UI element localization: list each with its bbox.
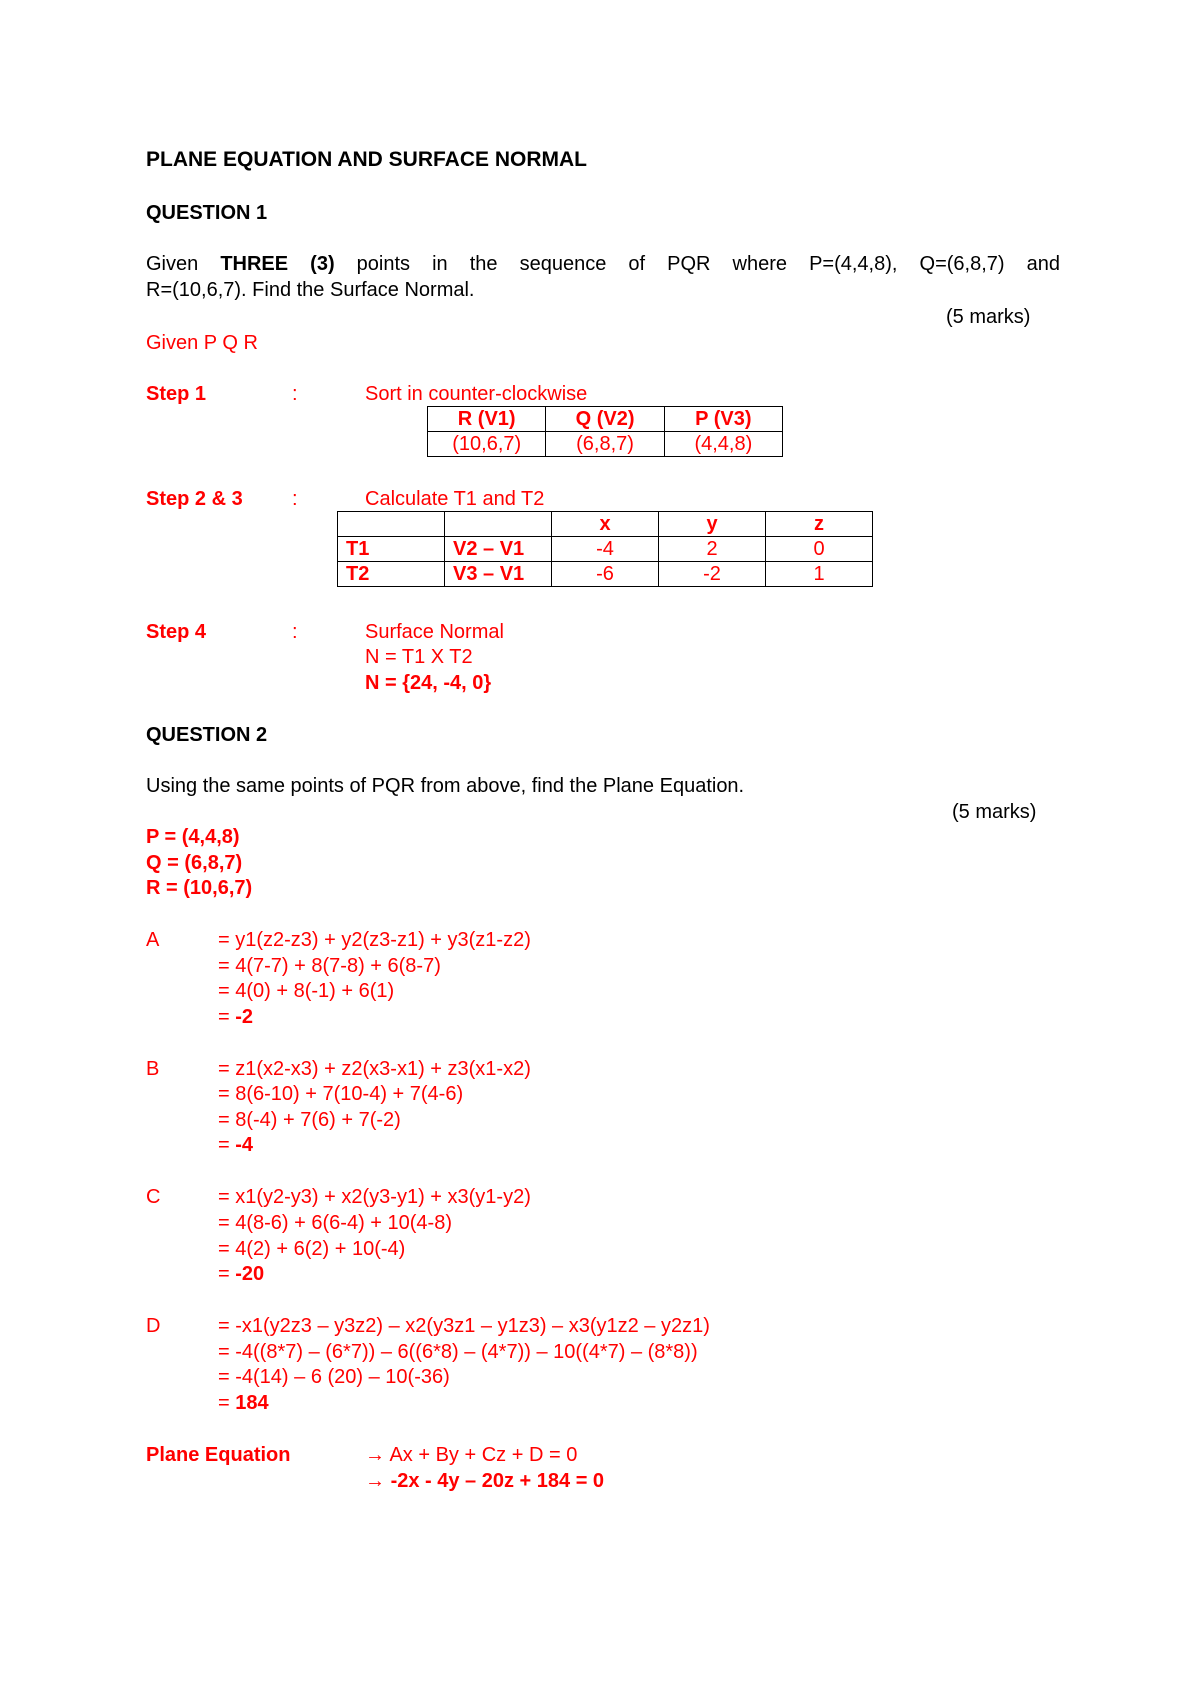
- table-cell: (6,8,7): [546, 432, 664, 457]
- coef-c-label: C: [146, 1186, 161, 1208]
- step-1-desc: Sort in counter-clockwise: [365, 383, 588, 405]
- coef-b-line: = 8(6-10) + 7(10-4) + 7(4-6): [218, 1083, 464, 1105]
- question-1-text-line-2: R=(10,6,7). Find the Surface Normal.: [146, 279, 475, 301]
- step-2-3-desc: Calculate T1 and T2: [365, 488, 545, 510]
- point-q: Q = (6,8,7): [146, 852, 243, 874]
- coef-d-value: 184: [235, 1392, 269, 1414]
- table-header-cell: Q (V2): [546, 407, 664, 432]
- coef-c-value: -20: [235, 1263, 265, 1285]
- answer-form: -2x - 4y – 20z + 184 = 0: [390, 1470, 605, 1492]
- table-cell: 1: [766, 562, 873, 587]
- coef-a-result: [218, 1004, 253, 1030]
- table-cell: (4,4,8): [664, 432, 782, 457]
- q1-line1-post: points in the sequence of PQR where P=(4,4,8), Q=(6,8,7) and: [334, 253, 1060, 275]
- right-arrow-icon: →: [365, 1444, 385, 1466]
- question-1-marks: (5 marks): [946, 306, 1031, 328]
- t1-t2-table: [337, 511, 873, 587]
- table-cell: V3 – V1: [445, 562, 552, 587]
- q1-line1-bold: THREE (3): [220, 253, 335, 275]
- surface-normal-formula: N = T1 X T2: [365, 646, 473, 668]
- table-row: [338, 512, 873, 537]
- q1-line1-pre: Given: [146, 253, 221, 275]
- table-header-cell: x: [552, 512, 659, 537]
- table-row: [338, 562, 873, 587]
- coef-c-line: = x1(y2-y3) + x2(y3-y1) + x3(y1-y2): [218, 1186, 531, 1208]
- coef-b-value: -4: [235, 1134, 254, 1156]
- step-4-label: Step 4: [146, 621, 207, 643]
- table-header-cell: z: [766, 512, 873, 537]
- coef-b-result: [218, 1132, 253, 1158]
- table-cell: 0: [766, 537, 873, 562]
- table-cell: T2: [338, 562, 445, 587]
- table-cell: T1: [338, 537, 445, 562]
- page-title: PLANE EQUATION AND SURFACE NORMAL: [146, 148, 587, 171]
- plane-equation-answer: [365, 1468, 604, 1494]
- coef-a-label: A: [146, 929, 160, 951]
- table-cell: (10,6,7): [428, 432, 546, 457]
- coef-c-line: = 4(2) + 6(2) + 10(-4): [218, 1238, 406, 1260]
- step-1-colon: :: [292, 383, 298, 405]
- table-cell: -6: [552, 562, 659, 587]
- question-2-heading: QUESTION 2: [146, 724, 268, 746]
- table-header-cell: R (V1): [428, 407, 546, 432]
- step-4-colon: :: [292, 621, 298, 643]
- coef-d-label: D: [146, 1315, 161, 1337]
- coef-d-line: = -x1(y2z3 – y3z2) – x2(y3z1 – y1z3) – x3(y1z2 – y2z1): [218, 1315, 710, 1337]
- surface-normal-result: N = {24, -4, 0}: [365, 672, 492, 694]
- question-2-marks: (5 marks): [952, 801, 1037, 823]
- coef-a-line: = y1(z2-z3) + y2(z3-z1) + y3(z1-z2): [218, 929, 531, 951]
- equals-sign: =: [218, 1263, 236, 1285]
- table-row: [428, 432, 783, 457]
- plane-equation-label: Plane Equation: [146, 1444, 291, 1466]
- table-cell: 2: [659, 537, 766, 562]
- step-2-3-label: Step 2 & 3: [146, 488, 243, 510]
- table-row: [338, 537, 873, 562]
- table-cell: -2: [659, 562, 766, 587]
- right-arrow-icon: →: [365, 1470, 385, 1492]
- coef-c-line: = 4(8-6) + 6(6-4) + 10(4-8): [218, 1212, 452, 1234]
- coef-d-line: = -4(14) – 6 (20) – 10(-36): [218, 1366, 450, 1388]
- question-2-prompt: Using the same points of PQR from above, find the Plane Equation.: [146, 775, 745, 797]
- plane-equation-general: [365, 1442, 577, 1468]
- coef-a-line: = 4(7-7) + 8(7-8) + 6(8-7): [218, 955, 441, 977]
- general-form: Ax + By + Cz + D = 0: [389, 1444, 578, 1466]
- point-p: P = (4,4,8): [146, 826, 240, 848]
- coef-b-line: = z1(x2-x3) + z2(x3-x1) + z3(x1-x2): [218, 1058, 531, 1080]
- question-1-heading: QUESTION 1: [146, 202, 268, 224]
- table-header-cell: [445, 512, 552, 537]
- coef-d-result: [218, 1390, 269, 1416]
- table-cell: V2 – V1: [445, 537, 552, 562]
- coef-d-line: = -4((8*7) – (6*7)) – 6((6*8) – (4*7)) – 10((4*7) – (8*8)): [218, 1341, 698, 1363]
- table-header-cell: y: [659, 512, 766, 537]
- step-4-desc: Surface Normal: [365, 621, 504, 643]
- step-1-label: Step 1: [146, 383, 207, 405]
- equals-sign: =: [218, 1006, 236, 1028]
- coef-a-line: = 4(0) + 8(-1) + 6(1): [218, 980, 395, 1002]
- table-cell: -4: [552, 537, 659, 562]
- coef-a-value: -2: [235, 1006, 254, 1028]
- step-2-3-colon: :: [292, 488, 298, 510]
- coef-b-label: B: [146, 1058, 160, 1080]
- coef-b-line: = 8(-4) + 7(6) + 7(-2): [218, 1109, 401, 1131]
- question-1-text-line-1: [146, 251, 1060, 277]
- table-header-cell: [338, 512, 445, 537]
- sorted-vertices-table: [427, 406, 783, 457]
- coef-c-result: [218, 1261, 264, 1287]
- equals-sign: =: [218, 1134, 236, 1156]
- table-row: [428, 407, 783, 432]
- equals-sign: =: [218, 1392, 236, 1414]
- table-header-cell: P (V3): [664, 407, 782, 432]
- given-pqr: Given P Q R: [146, 332, 258, 354]
- point-r: R = (10,6,7): [146, 877, 253, 899]
